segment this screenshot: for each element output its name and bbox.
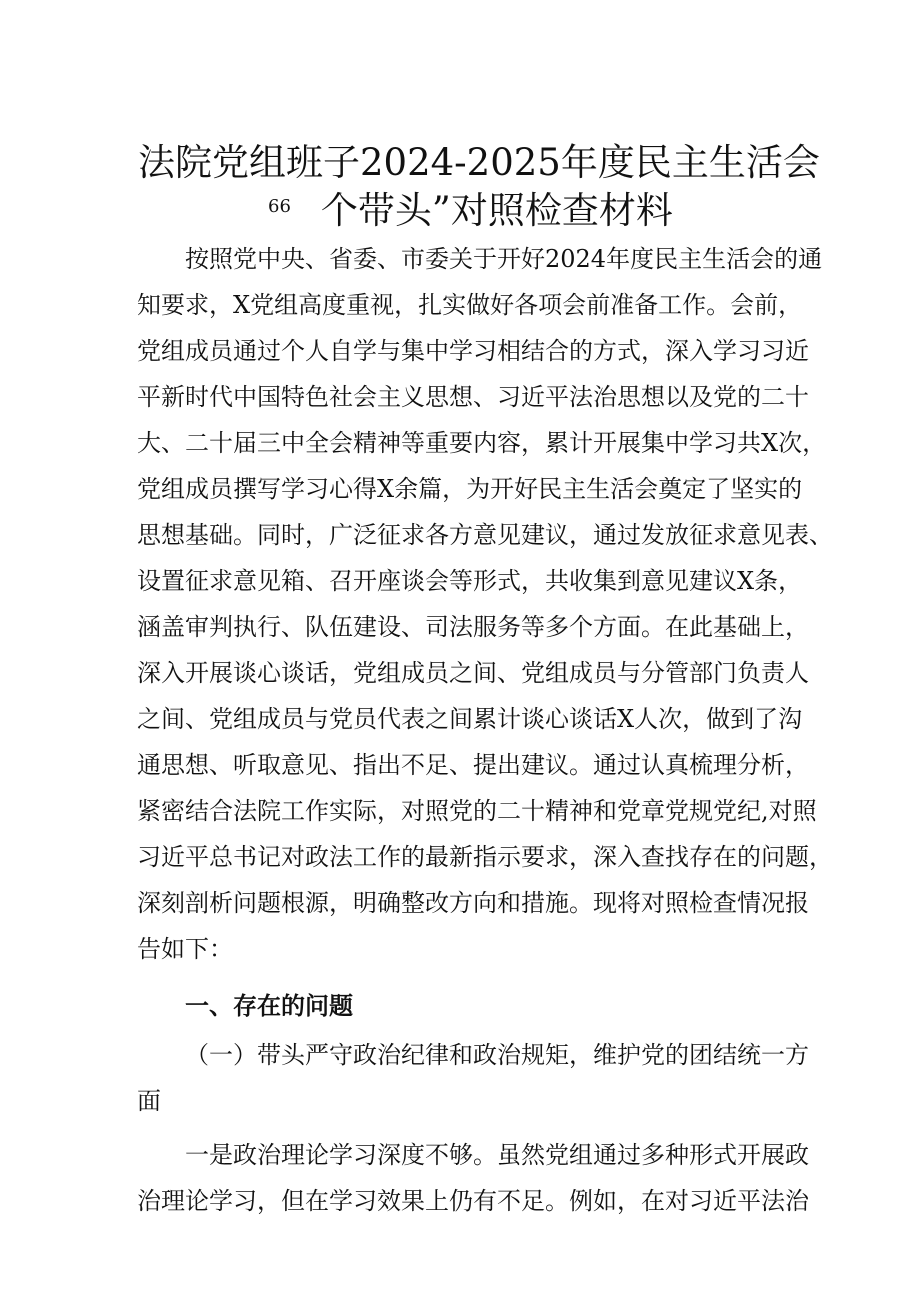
subsection-heading: （一）带头严守政治纪律和政治规矩，维护党的团结统一方 [185,1041,809,1069]
intro-line: 大、二十届三中全会精神等重要内容，累计开展集中学习共X次， [137,429,827,457]
intro-line: 知要求，X党组高度重视，扎实做好各项会前准备工作。会前， [137,291,803,319]
subsection-heading-continuation: 面 [137,1087,161,1115]
intro-line: 深刻剖析问题根源，明确整改方向和措施。现将对照检查情况报 [137,889,809,917]
intro-line: 设置征求意见箱、召开座谈会等形式，共收集到意见建议X条， [137,567,803,595]
paragraph-spacer [137,1124,797,1132]
intro-line: 深入开展谈心谈话，党组成员之间、党组成员与分管部门负责人 [137,659,809,687]
intro-line: 之间、党组成员与党员代表之间累计谈心谈话X人次，做到了沟 [137,705,803,733]
document-title-line-2 [268,186,788,236]
section-heading: 一、存在的问题 [185,991,353,1020]
intro-line: 党组成员撰写学习心得X余篇，为开好民主生活会奠定了坚实的 [137,475,803,503]
intro-line: 通思想、听取意见、指出不足、提出建议。通过认真梳理分析， [137,751,809,779]
document-title-line-1: 法院党组班子2024-2025年度民主生活会 [138,141,820,184]
document-body [137,236,833,1224]
intro-line: 涵盖审判执行、队伍建设、司法服务等多个方面。在此基础上， [137,613,809,641]
title-open-quote: 66 [268,196,291,217]
intro-line: 习近平总书记对政法工作的最新指示要求，深入查找存在的问题， [137,843,833,871]
point-line: 一是政治理论学习深度不够。虽然党组通过多种形式开展政 [185,1141,809,1169]
intro-line: 平新时代中国特色社会主义思想、习近平法治思想以及党的二十 [137,383,809,411]
point-line: 治理论学习，但在学习效果上仍有不足。例如，在对习近平法治 [137,1187,809,1215]
section-spacer [137,972,797,980]
intro-line: 紧密结合法院工作实际，对照党的二十精神和党章党规党纪,对照 [137,797,817,825]
intro-line: 告如下： [137,935,233,963]
intro-line: 按照党中央、省委、市委关于开好2024年度民主生活会的通 [185,245,823,273]
document-title-line-2-text: 个带头”对照检查材料 [320,189,673,232]
intro-line: 党组成员通过个人自学与集中学习相结合的方式，深入学习习近 [137,337,809,365]
intro-line: 思想基础。同时，广泛征求各方意见建议，通过发放征求意见表、 [137,521,833,549]
